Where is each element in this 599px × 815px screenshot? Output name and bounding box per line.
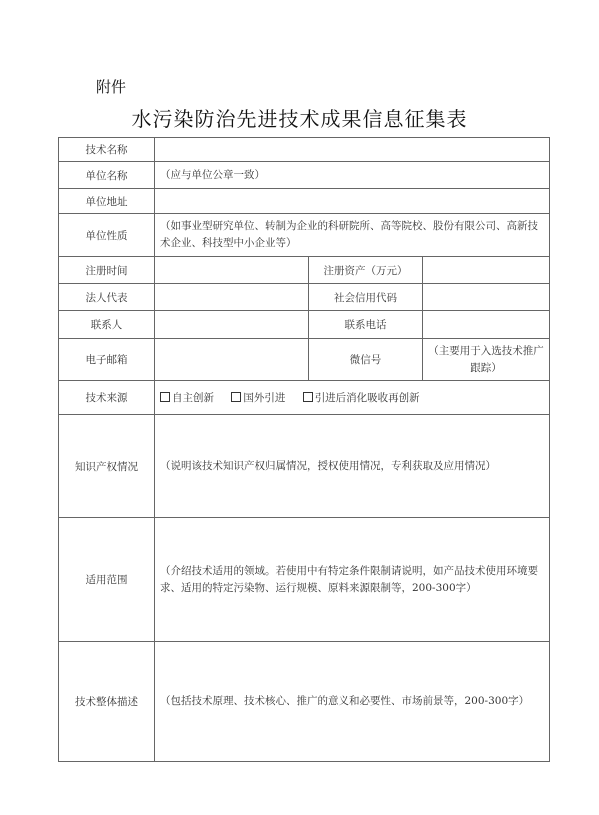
source-option-absorb[interactable]: 引进后消化吸收再创新 <box>303 392 420 404</box>
ip-label: 知识产权情况 <box>59 415 155 518</box>
reg-time-field[interactable] <box>155 257 309 284</box>
ip-field[interactable]: （说明该技术知识产权归属情况，授权使用情况，专利获取及应用情况） <box>155 415 550 518</box>
overall-field[interactable]: （包括技术原理、技术核心、推广的意义和必要性、市场前景等，200-300字） <box>155 642 550 762</box>
annex-label: 附件 <box>96 78 127 96</box>
scope-field[interactable]: （介绍技术适用的领域。若使用中有特定条件限制请说明，如产品技术使用环境要求、适用的特定污染物、运行规模、原料来源限制等，200-300字） <box>155 518 550 642</box>
source-options <box>155 381 550 415</box>
wechat-field[interactable]: （主要用于入选技术推广跟踪） <box>423 339 550 381</box>
phone-field[interactable] <box>423 311 550 339</box>
email-label: 电子邮箱 <box>59 339 155 381</box>
row-unit-address <box>59 189 550 214</box>
row-legal <box>59 284 550 311</box>
row-overall <box>59 642 550 762</box>
row-source <box>59 381 550 415</box>
legal-rep-field[interactable] <box>155 284 309 311</box>
checkbox-self[interactable] <box>160 392 170 402</box>
row-tech-name <box>59 138 550 162</box>
row-unit-nature <box>59 214 550 257</box>
email-field[interactable] <box>155 339 309 381</box>
reg-capital-field[interactable] <box>423 257 550 284</box>
unit-nature-label: 单位性质 <box>59 214 155 257</box>
overall-label: 技术整体描述 <box>59 642 155 762</box>
unit-name-field[interactable]: （应与单位公章一致） <box>155 162 550 189</box>
unit-nature-field[interactable]: （如事业型研究单位、转制为企业的科研院所、高等院校、股份有限公司、高新技术企业、科技型中小企业等） <box>155 214 550 257</box>
unit-address-field[interactable] <box>155 189 550 214</box>
checkbox-absorb[interactable] <box>303 392 313 402</box>
row-email <box>59 339 550 381</box>
row-scope <box>59 518 550 642</box>
credit-code-field[interactable] <box>423 284 550 311</box>
source-option-foreign[interactable]: 国外引进 <box>231 392 285 404</box>
legal-rep-label: 法人代表 <box>59 284 155 311</box>
phone-label: 联系电话 <box>309 311 423 339</box>
unit-address-label: 单位地址 <box>59 189 155 214</box>
row-registration <box>59 257 550 284</box>
row-ip <box>59 415 550 518</box>
credit-code-label: 社会信用代码 <box>309 284 423 311</box>
row-contact <box>59 311 550 339</box>
wechat-label: 微信号 <box>309 339 423 381</box>
row-unit-name <box>59 162 550 189</box>
checkbox-foreign[interactable] <box>231 392 241 402</box>
unit-name-label: 单位名称 <box>59 162 155 189</box>
reg-capital-label: 注册资产（万元） <box>309 257 423 284</box>
source-option-self[interactable]: 自主创新 <box>160 392 214 404</box>
info-form-table <box>58 137 550 762</box>
page-title: 水污染防治先进技术成果信息征集表 <box>131 107 468 131</box>
reg-time-label: 注册时间 <box>59 257 155 284</box>
tech-name-label: 技术名称 <box>59 138 155 162</box>
tech-name-field[interactable] <box>155 138 550 162</box>
scope-label: 适用范围 <box>59 518 155 642</box>
contact-label: 联系人 <box>59 311 155 339</box>
source-label: 技术来源 <box>59 381 155 415</box>
contact-field[interactable] <box>155 311 309 339</box>
